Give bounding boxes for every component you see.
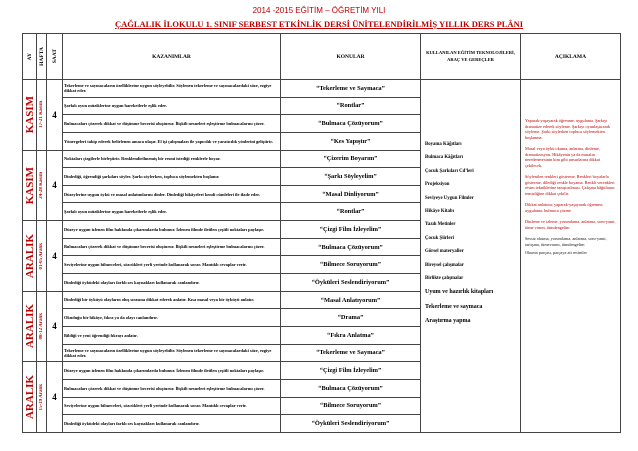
- week-cell: 01-05 Aralık: [37, 221, 47, 292]
- kazanim-cell: Dinlediği, öğrendiği şarkıları söyler. Şarkı söylerken, topluca söylemekten hoşlanır.: [63, 168, 281, 186]
- tool-item: Birlikte çalışmalar: [425, 275, 464, 281]
- topic-cell: “Bilmece Soruyorum”: [281, 256, 421, 274]
- kazanim-cell: Şarkılı oyun müziklerine uygun hareketlerle eşlik eder.: [63, 97, 281, 115]
- kazanim-cell: Okuduğu bir hikâye, fıkra ya da olayı canlandırır.: [63, 309, 281, 327]
- table-row: [23, 80, 621, 98]
- topic-cell: “Tekerleme ve Saymaca”: [281, 80, 421, 98]
- kazanim-cell: Noktaları çizgilerle birleştirir. Renklendirilmemiş bir resmi istediği renklerle boyar.: [63, 150, 281, 168]
- note-red: Dinleme ve izleme, yorumlama, anlatma, soru-yanıt, tüme varım, tümdengelim: [525, 219, 616, 230]
- topic-cell: “Masal Anlatıyorum”: [281, 291, 421, 309]
- tool-item: Bireysel çalışmalar: [425, 262, 464, 268]
- note-red: Yaparak-yaşayarak öğrenme, uygulama. Şarkıyı dramatize ederek söyleme. Şarkıyı oyunlaştırarak söyleme. Şarkı söylerken topluca söylemekten hoşlanma.: [525, 118, 611, 140]
- tool-item: Görsel materyaller: [425, 249, 464, 255]
- topic-cell: “Bulmaca Çözüyorum”: [281, 115, 421, 133]
- kazanim-cell: Bulmacaları çözerek dikkat ve düşünme becerisi oluşturur. İlişkili nesneleri eşleştirme bulmacalarını çözer.: [63, 238, 281, 256]
- topic-cell: “Kes Yapıştır”: [281, 132, 421, 150]
- header-aciklama: AÇIKLAMA: [521, 34, 621, 80]
- tools-cell: [421, 80, 521, 433]
- hours-cell: 4: [47, 221, 63, 292]
- topic-cell: “Çizerim Boyarım”: [281, 150, 421, 168]
- note-red: Dikkat anlatımı; yaparak-yaşayarak öğrenme, uygulama, bulmaca çözme: [525, 202, 604, 213]
- kazanim-cell: Dinlediği bir öyküyü olayların oluş sırasına dikkat ederek anlatır. Kısa masal veya bir öyküyü anlatır.: [63, 291, 281, 309]
- month-cell: ARALIK: [23, 221, 37, 292]
- kazanim-cell: Düzeye uygun izlenen film hakkında çıkarımlarda bulunur. İzlenen filmde iletilen çeşitli noktaları paylaşır.: [63, 221, 281, 239]
- month-cell: KASIM: [23, 150, 37, 221]
- topic-cell: “Öyküleri Seslendiriyorum”: [281, 415, 421, 433]
- kazanim-cell: Bildiği ve yeni öğrendiği fıkrayı anlatır.: [63, 326, 281, 344]
- tool-item: Projeksiyon: [425, 182, 450, 188]
- notes-cell: [521, 80, 621, 433]
- kazanim-cell: Bulmacaları çözerek dikkat ve düşünme becerisi oluşturur. İlişkili nesneleri eşleştirme bulmacalarını çözer.: [63, 379, 281, 397]
- kazanim-cell: Seviyelerine uygun bilmeceleri, sözcükleri yerli yerinde kullanarak sorar. Mantıklı cevaplar verir.: [63, 397, 281, 415]
- note-red: Masal veya öykü okuma, anlatma, dinleme, dramatizasyon. Hikâyenin ya da masalın neredeneresinin kim gibi unsurlarına dikkat çekilecek.: [525, 146, 600, 168]
- kazanim-cell: Tekerleme ve saymacaların özelliklerine uygun söyleyebilir. Söylenen tekerleme ve saymacalardaki söze, ezgiye dikkat eder.: [63, 344, 281, 362]
- kazanim-cell: Tekerleme ve saymacaların özelliklerine uygun söyleyebilir. Söylenen tekerleme ve saymacalardaki söze, ezgiye dikkat eder.: [63, 80, 281, 98]
- tool-item: Çocuk Şiirleri: [425, 235, 454, 241]
- kazanim-cell: Düzeylerine uygun öykü ve masal anlatımlarını dinler. Dinlediği hikâyeleri kendi cümleleri ile ifade eder.: [63, 185, 281, 203]
- topic-cell: “Çizgi Film İzleyelim”: [281, 221, 421, 239]
- topic-cell: “Tekerleme ve Saymaca”: [281, 344, 421, 362]
- hours-cell: 4: [47, 362, 63, 433]
- topic-cell: “Çizgi Film İzleyelim”: [281, 362, 421, 380]
- header-row: [23, 34, 621, 80]
- header-kazanimlar: KAZANIMLAR: [63, 34, 281, 80]
- tool-item: Bulmaca Kâğıtları: [425, 155, 463, 161]
- document-title: 2014 -2015 EĞİTİM – ÖĞRETİM YILI: [252, 6, 386, 15]
- month-cell: ARALIK: [23, 362, 37, 433]
- month-cell: ARALIK: [23, 291, 37, 362]
- topic-cell: “Şarkı Söyleyelim”: [281, 168, 421, 186]
- note-black: Sessiz okuma, yorumlama, anlatma, soru-yanıt, tartışma, tümevarım, tümdengelim: [525, 236, 607, 247]
- tool-item: Boyama Kâğıtları: [425, 142, 462, 147]
- header-hafta: HAFTA: [37, 34, 47, 80]
- note-black: Okuma parçası, parçaya ait resimler: [525, 250, 587, 255]
- hours-cell: 4: [47, 150, 63, 221]
- month-cell: KASIM: [23, 80, 37, 151]
- topic-cell: “Öyküleri Seslendiriyorum”: [281, 274, 421, 292]
- tool-item: Yazılı Metinler: [425, 222, 456, 228]
- topic-cell: “Bulmaca Çözüyorum”: [281, 238, 421, 256]
- note-red: Söylenilen renkleri gösterme, Renkleri boyalarla gösterme, dilediği renkle boyama. Renkli verenkleri resim tekniklerine tanıştırılması. Çalışma kâğıtlarını temizliğine dikkat çekilir.: [525, 174, 615, 196]
- week-cell: 17-21 Kasım: [37, 80, 47, 151]
- kazanim-cell: Dinlediği öyküdeki olayları farklı ses kaynakları kullanarak canlandırır.: [63, 415, 281, 433]
- kazanim-cell: Yönergeleri takip ederek belirlenen amaca ulaşır. El işi çalışmaları ile yapıcılık ve yaratıcılık yönlerini geliştirir.: [63, 132, 281, 150]
- topic-cell: “Drama”: [281, 309, 421, 327]
- tool-item: Uyum ve hazırlık kitapları: [425, 289, 494, 296]
- topic-cell: “Rontlar”: [281, 203, 421, 221]
- header-arac: KULLANILAN EĞİTİM TEKNOLOJİLERİ, ARAÇ VE GEREÇLER: [421, 34, 521, 80]
- tool-item: Seviyeye Uygun Filmler: [425, 195, 474, 201]
- week-cell: 15-19 Aralık: [37, 362, 47, 433]
- tool-item: Çocuk Şarkıları Cd’leri: [425, 168, 474, 174]
- topic-cell: “Rontlar”: [281, 97, 421, 115]
- tool-item: Hikâye Kitabı: [425, 208, 454, 214]
- hours-cell: 4: [47, 80, 63, 151]
- week-cell: 08-12 Aralık: [37, 291, 47, 362]
- tool-item: Tekerleme ve saymaca: [425, 303, 483, 310]
- topic-cell: “Bilmece Soruyorum”: [281, 397, 421, 415]
- plan-table: [22, 33, 621, 433]
- topic-cell: “Masal Dinliyorum”: [281, 185, 421, 203]
- topic-cell: “Bulmaca Çözüyorum”: [281, 379, 421, 397]
- tool-item: Araştırma yapma: [425, 318, 471, 325]
- document-subtitle: ÇAĞLALIK İLOKULU 1. SINIF SERBEST ETKİNLİK DERSİ ÜNİTELENDİRİLMİŞ YILLIK DERS PLÂNI: [114, 19, 524, 29]
- kazanim-cell: Dinlediği öyküdeki olayları farklı ses kaynakları kullanarak canlandırır.: [63, 274, 281, 292]
- kazanim-cell: Seviyelerine uygun bilmeceleri, sözcükleri yerli yerinde kullanarak sorar. Mantıklı cevaplar verir.: [63, 256, 281, 274]
- topic-cell: “Fıkra Anlatma”: [281, 326, 421, 344]
- header-ay: AY: [23, 34, 37, 80]
- header-saat: SAAT: [47, 34, 63, 80]
- kazanim-cell: Bulmacaları çözerek dikkat ve düşünme becerisi oluşturur. İlişkili nesneleri eşleştirme bulmacalarını çözer.: [63, 115, 281, 133]
- week-cell: 24-28 Kasım: [37, 150, 47, 221]
- kazanim-cell: Şarkılı oyun müziklerine uygun hareketlerle eşlik eder.: [63, 203, 281, 221]
- kazanim-cell: Düzeye uygun izlenen film hakkında çıkarımlarda bulunur. İzlenen filmde iletilen çeşitli noktaları paylaşır.: [63, 362, 281, 380]
- header-konular: KONULAR: [281, 34, 421, 80]
- hours-cell: 4: [47, 291, 63, 362]
